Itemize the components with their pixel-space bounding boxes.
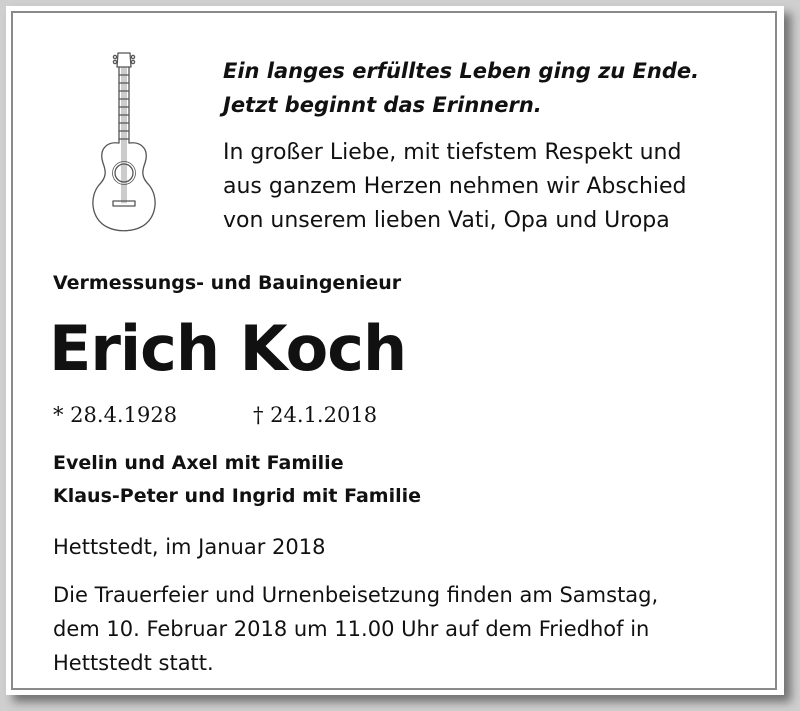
obituary-card (6, 6, 784, 695)
funeral-notice (53, 578, 658, 680)
obituary-border (11, 11, 777, 690)
notice-line-2: dem 10. Februar 2018 um 11.00 Uhr auf dem Friedhof in (53, 617, 650, 641)
intro-line-1: Ein langes erfülltes Leben ging zu Ende. (223, 59, 700, 83)
intro-quote (223, 54, 699, 122)
farewell-line-2: aus ganzem Herzen nehmen wir Abschied (223, 174, 687, 199)
farewell-line-3: von unserem lieben Vati, Opa und Uropa (223, 208, 670, 233)
family-line-2: Klaus-Peter und Ingrid mit Familie (53, 485, 422, 507)
birth-date: * 28.4.1928 (53, 403, 178, 427)
family-list (53, 447, 421, 513)
guitar-icon (85, 51, 163, 239)
deceased-name: Erich Koch (49, 312, 407, 385)
notice-line-3: Hettstedt statt. (53, 651, 214, 675)
farewell-line-1: In großer Liebe, mit tiefstem Respekt und (223, 140, 682, 165)
farewell-text (223, 136, 687, 238)
family-line-1: Evelin und Axel mit Familie (53, 452, 344, 474)
profession: Vermessungs- und Bauingenieur (53, 272, 402, 294)
death-date: † 24.1.2018 (253, 403, 378, 427)
intro-line-2: Jetzt beginnt das Erinnern. (223, 93, 542, 117)
notice-line-1: Die Trauerfeier und Urnenbeisetzung finden am Samstag, (53, 583, 659, 607)
place-date: Hettstedt, im Januar 2018 (53, 535, 326, 559)
